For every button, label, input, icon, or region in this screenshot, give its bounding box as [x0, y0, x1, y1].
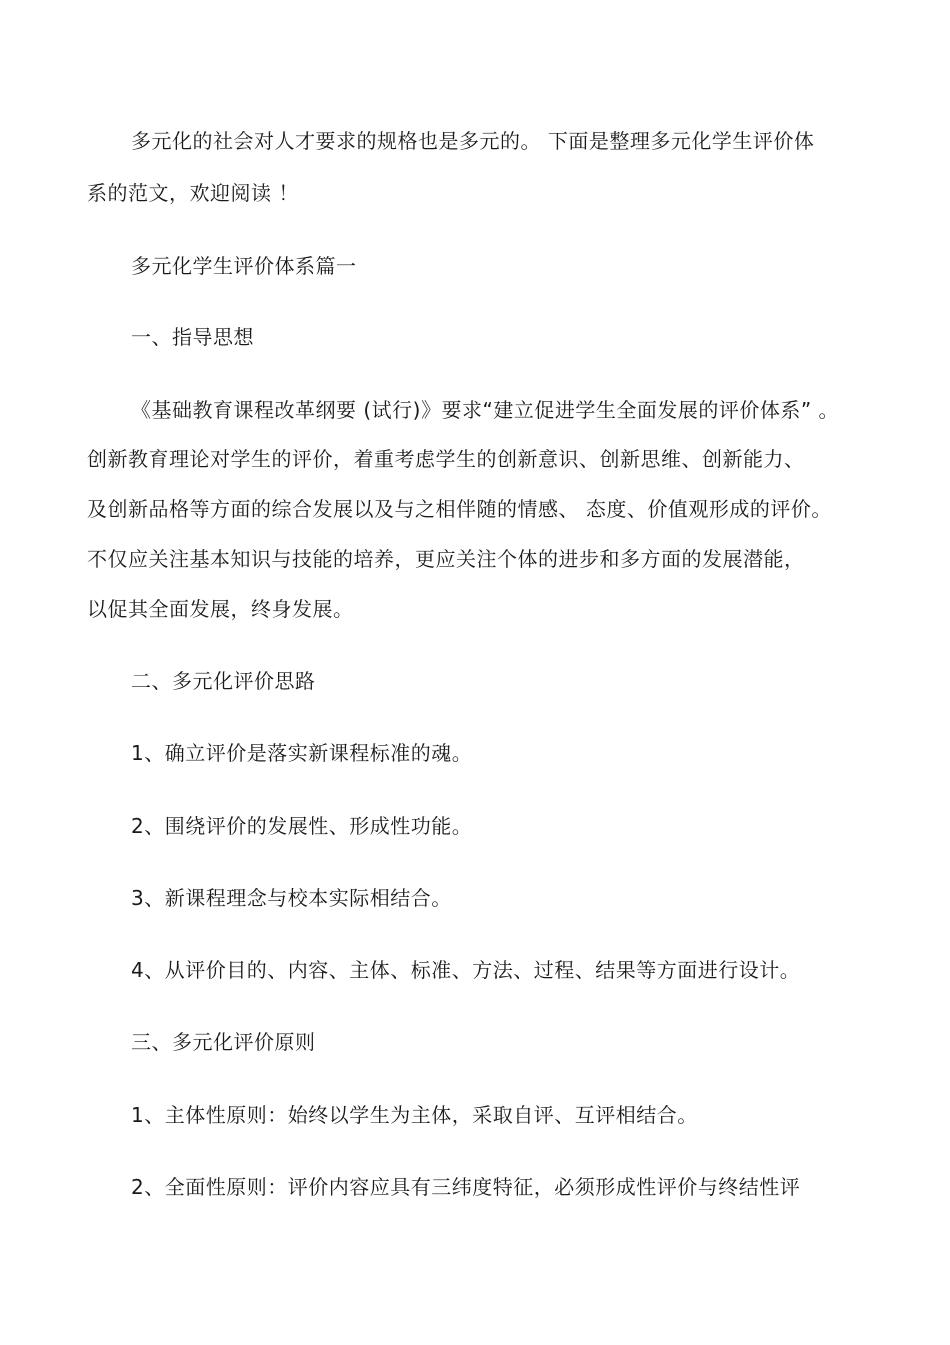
- section-3-item-1: 1、主体性原则：始终以学生为主体，采取自评、互评相结合。: [131, 1103, 698, 1127]
- section-1-line-2: 创新教育理论对学生的评价，着重考虑学生的创新意识、创新思维、创新能力、: [87, 447, 805, 471]
- intro-line-2: 系的范文，欢迎阅读 ！: [87, 181, 299, 205]
- intro-line-1: 多元化的社会对人才要求的规格也是多元的。 下面是整理多元化学生评价体: [131, 129, 815, 153]
- section-1-heading: 一、指导思想: [131, 325, 254, 349]
- section-1-line-5: 以促其全面发展，终身发展。: [87, 597, 354, 621]
- article-title: 多元化学生评价体系篇一: [131, 254, 357, 278]
- section-1-line-3: 及创新品格等方面的综合发展以及与之相伴随的情感、 态度、价值观形成的评价。: [87, 497, 832, 521]
- section-1-line-1: 《基础教育课程改革纲要 (试行)》要求“建立促进学生全面发展的评价体系” 。: [131, 398, 840, 422]
- section-3-item-2: 2、全面性原则：评价内容应具有三纬度特征，必须形成性评价与终结性评: [131, 1175, 801, 1199]
- section-2-item-2: 2、围绕评价的发展性、形成性功能。: [131, 814, 473, 838]
- section-2-heading: 二、多元化评价思路: [131, 669, 316, 693]
- section-2-item-1: 1、确立评价是落实新课程标准的魂。: [131, 741, 473, 765]
- section-2-item-4: 4、从评价目的、内容、主体、标准、方法、过程、结果等方面进行设计。: [131, 958, 801, 982]
- section-3-heading: 三、多元化评价原则: [131, 1030, 316, 1054]
- section-1-line-4: 不仅应关注基本知识与技能的培养，更应关注个体的进步和多方面的发展潜能，: [87, 547, 805, 571]
- section-2-item-3: 3、新课程理念与校本实际相结合。: [131, 886, 452, 910]
